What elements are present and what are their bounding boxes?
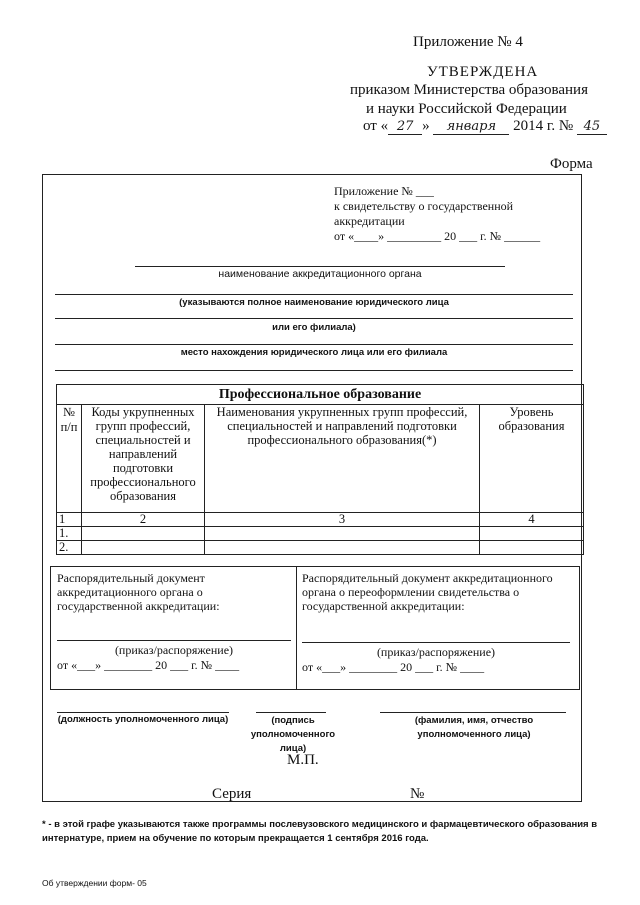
branch-line xyxy=(55,318,573,319)
order-line-1: приказом Министерства образования xyxy=(350,82,588,98)
authority-caption: наименование аккредитационного органа xyxy=(218,268,422,280)
fio-caption-2: уполномоченного лица) xyxy=(417,729,531,740)
fio-line xyxy=(380,712,566,713)
footer-note: Об утверждении форм- 05 xyxy=(42,878,147,888)
attachment-line-4: от «____» _________ 20 ___ г. № ______ xyxy=(334,229,541,243)
branch-caption: или его филиала) xyxy=(272,322,356,333)
legal-name-line xyxy=(55,294,573,295)
column-number-4: 4 xyxy=(480,513,584,527)
form-label: Форма xyxy=(550,156,593,172)
right-order-caption: (приказ/распоряжение) xyxy=(376,645,496,659)
right-order-line xyxy=(302,642,570,643)
order-date-day: 27 xyxy=(388,119,422,135)
authority-line xyxy=(135,266,505,267)
stamp-place: М.П. xyxy=(287,752,319,768)
location-line xyxy=(55,344,573,345)
table-title: Профессиональное образование xyxy=(57,385,584,405)
order-date-prefix: от « xyxy=(363,118,389,134)
right-document-text: Распорядительный документ аккредитационного органа о переоформлении свидетельства о государственной аккредитации: xyxy=(302,571,553,613)
left-order-caption: (приказ/распоряжение) xyxy=(114,643,234,657)
number-line xyxy=(428,801,568,802)
signature-caption xyxy=(238,714,348,756)
fio-caption xyxy=(394,714,554,742)
location-underline xyxy=(55,370,573,371)
right-date-line: от «___» ________ 20 ___ г. № ____ xyxy=(302,660,485,674)
header-names: Наименования укрупненных групп профессий, специальностей и направлений подготовки профессионального образования(*) xyxy=(205,405,480,513)
row-label: 1. xyxy=(57,527,82,541)
left-date-line: от «___» ________ 20 ___ г. № ____ xyxy=(57,658,240,672)
table-row xyxy=(57,541,584,555)
table-row xyxy=(57,513,584,527)
row-cell xyxy=(480,527,584,541)
order-date-month: января xyxy=(433,119,509,135)
row-cell xyxy=(82,527,205,541)
row-cell xyxy=(205,541,480,555)
number-label: № xyxy=(410,786,425,802)
documents-divider xyxy=(296,566,297,690)
attachment-line-2: к свидетельству о государственной xyxy=(334,199,514,213)
left-document-text: Распорядительный документ аккредитационного органа о государственной аккредитации: xyxy=(57,571,220,613)
series-line xyxy=(253,801,393,802)
attachment-line-3: аккредитации xyxy=(334,214,405,228)
header-level: Уровень образования xyxy=(480,405,584,513)
signature-caption-1: (подпись xyxy=(271,715,315,726)
row-cell xyxy=(480,541,584,555)
legal-name-caption: (указываются полное наименование юридического лица xyxy=(179,297,449,308)
column-number-1: 1 xyxy=(57,513,82,527)
appendix-number: Приложение № 4 xyxy=(413,34,523,50)
position-caption: (должность уполномоченного лица) xyxy=(57,714,229,725)
left-order-line xyxy=(57,640,291,641)
signature-caption-2: уполномоченного лица) xyxy=(250,729,336,754)
table-row xyxy=(57,527,584,541)
order-date-year: 2014 г. № xyxy=(513,118,574,134)
attachment-line-1: Приложение № ___ xyxy=(334,184,434,198)
order-line-2: и науки Российской Федерации xyxy=(366,101,567,117)
row-label: 2. xyxy=(57,541,82,555)
order-date xyxy=(363,118,607,135)
approved-title: УТВЕРЖДЕНА xyxy=(427,64,539,80)
fio-caption-1: (фамилия, имя, отчество xyxy=(414,715,534,726)
series-label: Серия xyxy=(212,786,252,802)
order-number: 45 xyxy=(577,119,607,135)
footnote: * - в этой графе указываются также программы послевузовского медицинского и фармацевтического образования в интернатуре, прием на обучение по которым прекращается 1 сентября 2016 года. xyxy=(42,819,598,844)
education-table xyxy=(56,384,584,555)
location-caption: место нахождения юридического лица или его филиала xyxy=(180,347,448,358)
row-cell xyxy=(82,541,205,555)
header-codes: Коды укрупненных групп профессий, специальностей и направлений подготовки профессионального образования xyxy=(82,405,205,513)
signature-line xyxy=(256,712,326,713)
row-cell xyxy=(205,527,480,541)
order-date-mid: » xyxy=(422,118,430,134)
header-number: № п/п xyxy=(57,405,82,513)
attachment-block xyxy=(334,184,574,244)
position-line xyxy=(57,712,229,713)
column-number-2: 2 xyxy=(82,513,205,527)
column-number-3: 3 xyxy=(205,513,480,527)
